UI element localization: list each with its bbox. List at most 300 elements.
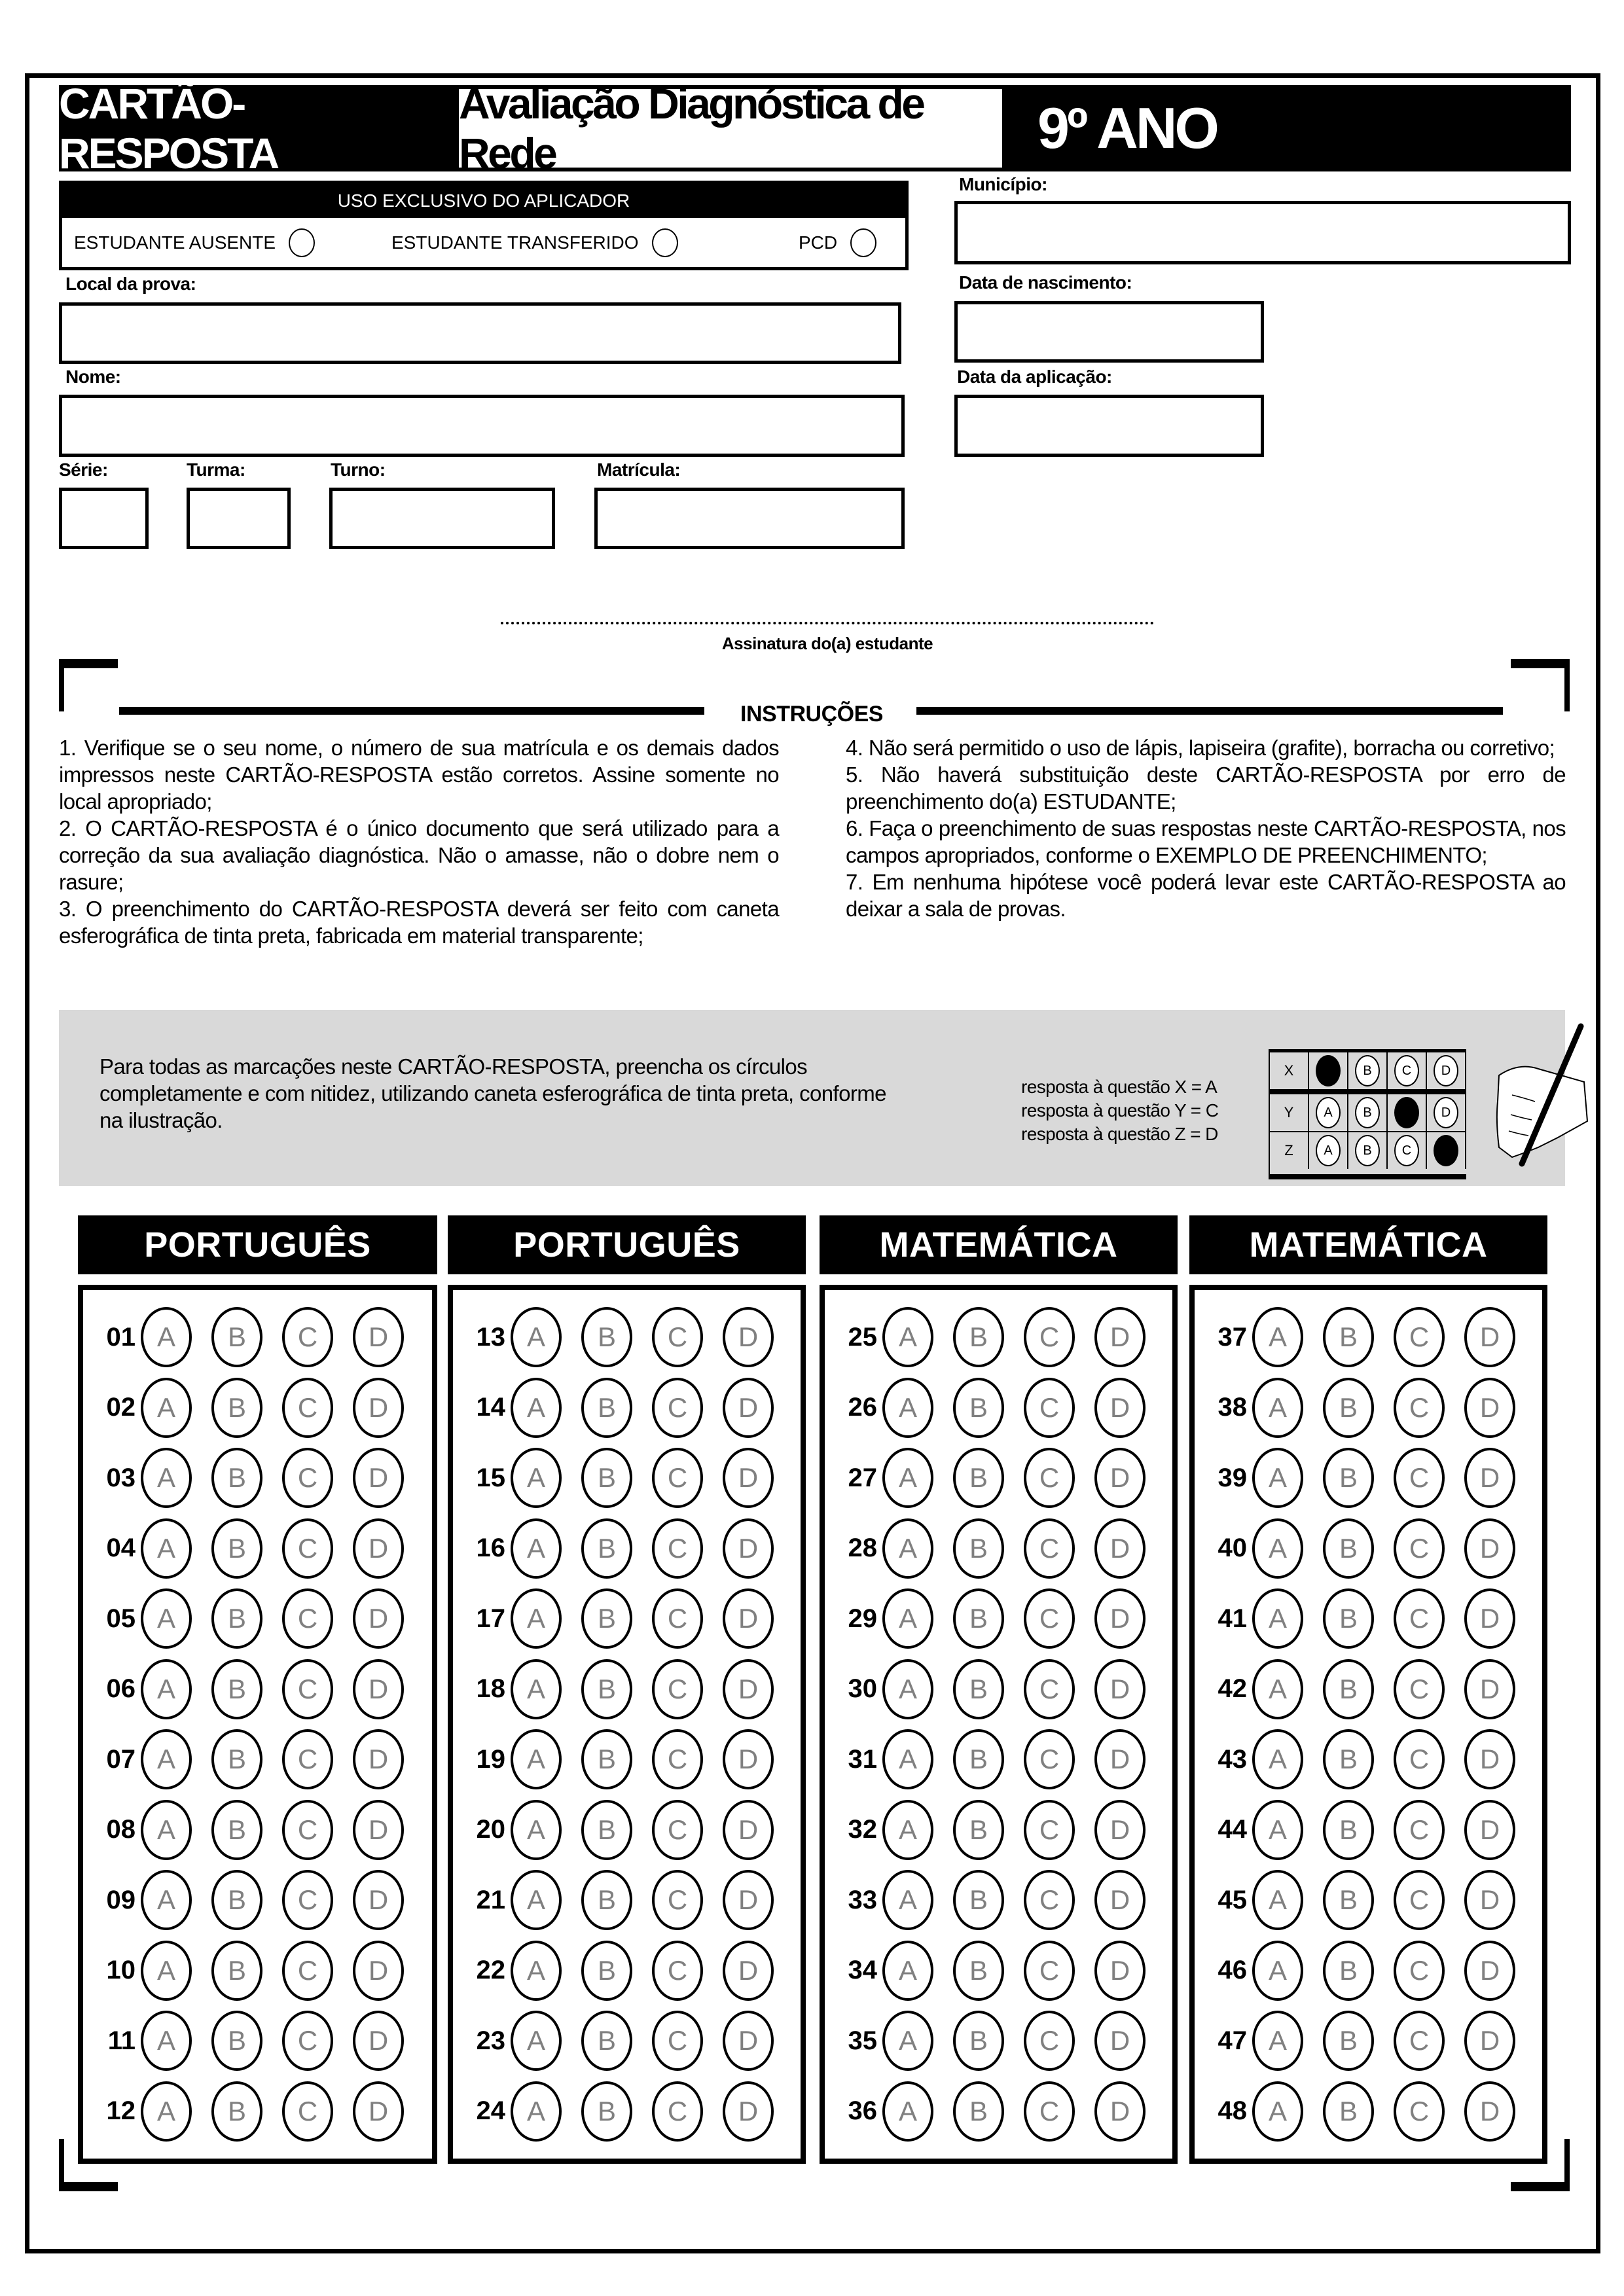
- answer-bubble-a[interactable]: A: [511, 1378, 562, 1438]
- bubble: A: [1316, 1097, 1341, 1128]
- answer-bubble-a[interactable]: A: [511, 1588, 562, 1649]
- answer-bubble-d[interactable]: D: [1094, 1659, 1146, 1719]
- answer-bubble-d[interactable]: D: [353, 1941, 404, 2001]
- answer-bubble-d[interactable]: D: [1094, 1729, 1146, 1789]
- answer-bubble-a[interactable]: A: [511, 1870, 562, 1930]
- answer-bubble-a[interactable]: A: [511, 1448, 562, 1508]
- answer-bubble-c[interactable]: C: [282, 1659, 333, 1719]
- answer-bubble-a[interactable]: A: [1252, 1729, 1303, 1789]
- answer-bubble-d[interactable]: D: [1094, 1870, 1146, 1930]
- question-number: 46: [1218, 1956, 1247, 1984]
- answer-bubble-c[interactable]: C: [1024, 1870, 1075, 1930]
- answer-bubble-d[interactable]: D: [1464, 1518, 1515, 1579]
- answer-bubble-c[interactable]: C: [1394, 1870, 1445, 1930]
- answer-bubble-d[interactable]: D: [723, 1800, 774, 1860]
- answer-bubble-a[interactable]: A: [1252, 1588, 1303, 1649]
- answer-bubble-c[interactable]: C: [652, 2011, 703, 2071]
- answer-bubble-c[interactable]: C: [1024, 1659, 1075, 1719]
- answer-bubble-b[interactable]: B: [953, 1800, 1004, 1860]
- answer-bubble-a[interactable]: A: [882, 1588, 933, 1649]
- example-row-x: [1270, 1052, 1466, 1094]
- answer-bubble-a[interactable]: A: [882, 1800, 933, 1860]
- question-number: 18: [476, 1674, 505, 1703]
- example-grid: [1269, 1049, 1466, 1179]
- answer-bubble-b[interactable]: B: [211, 1800, 262, 1860]
- question-number: 10: [106, 1956, 135, 1984]
- answer-bubble-a[interactable]: A: [1252, 1659, 1303, 1719]
- filling-example-panel: [59, 1010, 1565, 1186]
- answer-bubble-b[interactable]: B: [211, 1518, 262, 1579]
- answer-bubble-a[interactable]: A: [511, 2081, 562, 2142]
- answer-bubble-d[interactable]: D: [353, 2081, 404, 2142]
- answer-bubble-b[interactable]: B: [1323, 1729, 1374, 1789]
- option-estudante-ausente[interactable]: [74, 228, 315, 257]
- answer-bubble-a[interactable]: A: [882, 1448, 933, 1508]
- row-label: Y: [1270, 1094, 1309, 1131]
- answer-bubble-b[interactable]: B: [953, 1659, 1004, 1719]
- answer-bubble-d[interactable]: D: [723, 2081, 774, 2142]
- answer-bubble-d[interactable]: D: [1094, 1307, 1146, 1367]
- answer-bubble-c[interactable]: C: [1024, 1729, 1075, 1789]
- answer-bubble-b[interactable]: B: [581, 1800, 632, 1860]
- answer-bubble-b[interactable]: B: [581, 1448, 632, 1508]
- question-row: [825, 1516, 1172, 1581]
- answer-bubble-d[interactable]: D: [1094, 1448, 1146, 1508]
- answer-bubble-d[interactable]: D: [1464, 2011, 1515, 2071]
- question-number: 07: [106, 1744, 135, 1774]
- section-header: PORTUGUÊS: [448, 1215, 806, 1274]
- answer-bubble-d[interactable]: D: [1464, 2081, 1515, 2142]
- answer-bubble-a[interactable]: A: [141, 1659, 192, 1719]
- data-nascimento-field[interactable]: [954, 301, 1264, 363]
- row-label: X: [1270, 1052, 1309, 1089]
- answer-bubble-b[interactable]: B: [1323, 1659, 1374, 1719]
- question-row: [453, 1797, 801, 1863]
- answer-bubble-b[interactable]: B: [953, 2081, 1004, 2142]
- answer-bubble-a[interactable]: A: [141, 1378, 192, 1438]
- answer-bubble-b[interactable]: B: [211, 2081, 262, 2142]
- answer-bubble-d[interactable]: D: [1464, 1729, 1515, 1789]
- question-number: 17: [476, 1604, 505, 1633]
- answer-bubble-b[interactable]: B: [211, 1729, 262, 1789]
- question-number: 23: [476, 2026, 505, 2055]
- answer-bubble-b[interactable]: B: [581, 1588, 632, 1649]
- answer-bubble-a[interactable]: A: [511, 1307, 562, 1367]
- instruction-item: 6. Faça o preenchimento de suas respostas neste CARTÃO-RESPOSTA, nos campos apropriados, conforme o EXEMPLO DE PREENCHIMENTO;: [846, 816, 1566, 867]
- answer-bubble-b[interactable]: B: [1323, 1518, 1374, 1579]
- answer-bubble-a[interactable]: A: [511, 1729, 562, 1789]
- question-number: 43: [1218, 1744, 1247, 1774]
- answer-bubble-d[interactable]: D: [353, 1378, 404, 1438]
- answer-bubble-b[interactable]: B: [211, 1448, 262, 1508]
- answer-bubble-d[interactable]: D: [353, 1588, 404, 1649]
- answer-bubble-d[interactable]: D: [1094, 1588, 1146, 1649]
- question-number: 19: [476, 1744, 505, 1774]
- answer-bubble-d[interactable]: D: [723, 1941, 774, 2001]
- bubble: B: [1355, 1135, 1380, 1166]
- question-row: [1195, 2008, 1542, 2073]
- answer-bubble-a[interactable]: A: [882, 1659, 933, 1719]
- answer-bubble-b[interactable]: B: [211, 1659, 262, 1719]
- section-header: MATEMÁTICA: [1189, 1215, 1547, 1274]
- question-row: [1195, 1586, 1542, 1651]
- answer-bubble-d[interactable]: D: [723, 1729, 774, 1789]
- question-row: [453, 2008, 801, 2073]
- answer-bubble-c[interactable]: C: [282, 1588, 333, 1649]
- answer-bubble-d[interactable]: D: [353, 2011, 404, 2071]
- answer-bubble-a[interactable]: A: [1252, 1518, 1303, 1579]
- section-header: PORTUGUÊS: [78, 1215, 437, 1274]
- answer-bubble-b[interactable]: B: [1323, 1588, 1374, 1649]
- answer-bubble-c[interactable]: C: [652, 1800, 703, 1860]
- answer-bubble-a[interactable]: A: [511, 1518, 562, 1579]
- answer-bubble-c[interactable]: C: [282, 2081, 333, 2142]
- question-number: 28: [848, 1534, 877, 1562]
- answer-bubble-d[interactable]: D: [1464, 1870, 1515, 1930]
- answer-bubble-c[interactable]: C: [282, 2011, 333, 2071]
- answer-bubble-a[interactable]: A: [511, 1800, 562, 1860]
- question-row: [825, 1375, 1172, 1441]
- turma-label: Turma:: [187, 459, 245, 480]
- answer-bubble-d[interactable]: D: [353, 1800, 404, 1860]
- answer-bubble-b[interactable]: B: [581, 1307, 632, 1367]
- answer-bubble-a[interactable]: A: [882, 1518, 933, 1579]
- answer-bubble-c[interactable]: C: [1394, 2011, 1445, 2071]
- question-row: [1195, 1797, 1542, 1863]
- answer-bubble-b[interactable]: B: [953, 1729, 1004, 1789]
- answer-bubble-c[interactable]: C: [652, 2081, 703, 2142]
- question-row: [825, 1797, 1172, 1863]
- local-prova-field[interactable]: [59, 302, 901, 364]
- answer-bubble-c[interactable]: C: [282, 1448, 333, 1508]
- option-label: ESTUDANTE TRANSFERIDO: [391, 232, 639, 253]
- answer-bubble-b[interactable]: B: [211, 1941, 262, 2001]
- answer-bubble-b[interactable]: B: [211, 2011, 262, 2071]
- instructions-left-column: [59, 734, 779, 949]
- answer-bubble-d[interactable]: D: [723, 1870, 774, 1930]
- answer-bubble-a[interactable]: A: [511, 1941, 562, 2001]
- answer-bubble-b[interactable]: B: [1323, 1378, 1374, 1438]
- question-row: [453, 1375, 801, 1441]
- answer-bubble-b[interactable]: B: [953, 1378, 1004, 1438]
- answer-bubble-a[interactable]: A: [1252, 1307, 1303, 1367]
- radio-bubble[interactable]: [850, 228, 876, 257]
- answer-bubble-c[interactable]: C: [1394, 1518, 1445, 1579]
- answer-bubble-b[interactable]: B: [1323, 2081, 1374, 2142]
- hand-with-pen-icon: [1460, 1023, 1591, 1174]
- answer-bubble-b[interactable]: B: [581, 2081, 632, 2142]
- answer-bubble-a[interactable]: A: [882, 1729, 933, 1789]
- answer-bubble-a[interactable]: A: [141, 1518, 192, 1579]
- answer-bubble-a[interactable]: A: [1252, 1941, 1303, 2001]
- answer-bubble-a[interactable]: A: [882, 1870, 933, 1930]
- radio-bubble[interactable]: [289, 228, 315, 257]
- instruction-item: 7. Em nenhuma hipótese você poderá levar este CARTÃO-RESPOSTA ao deixar a sala de provas.: [846, 870, 1566, 921]
- filled-bubble: [1394, 1097, 1419, 1128]
- answer-bubble-c[interactable]: C: [282, 1518, 333, 1579]
- answer-bubble-c[interactable]: C: [652, 1448, 703, 1508]
- row-label: Z: [1270, 1132, 1309, 1169]
- answer-bubble-a[interactable]: A: [141, 1729, 192, 1789]
- turno-field[interactable]: [329, 488, 555, 549]
- answer-bubble-d[interactable]: D: [1464, 1307, 1515, 1367]
- question-row: [1195, 1445, 1542, 1511]
- question-row: [825, 1586, 1172, 1651]
- answer-bubble-a[interactable]: A: [141, 1870, 192, 1930]
- answer-bubble-b[interactable]: B: [211, 1378, 262, 1438]
- question-number: 11: [107, 2026, 135, 2055]
- answer-bubble-c[interactable]: C: [1024, 1941, 1075, 2001]
- answer-bubble-d[interactable]: D: [1464, 1941, 1515, 2001]
- question-row: [453, 1586, 801, 1651]
- answer-bubble-c[interactable]: C: [652, 1307, 703, 1367]
- answer-bubble-d[interactable]: D: [723, 2011, 774, 2071]
- answer-bubble-c[interactable]: C: [652, 1378, 703, 1438]
- question-number: 34: [848, 1956, 877, 1984]
- assessment-title: Avaliação Diagnóstica de Rede: [455, 85, 1006, 171]
- answer-bubble-c[interactable]: C: [1394, 1588, 1445, 1649]
- question-number: 30: [848, 1674, 877, 1703]
- answer-bubble-c[interactable]: C: [1024, 1800, 1075, 1860]
- question-number: 02: [106, 1393, 135, 1422]
- answer-bubble-c[interactable]: C: [1024, 1448, 1075, 1508]
- answer-bubble-a[interactable]: A: [882, 2081, 933, 2142]
- answer-bubble-a[interactable]: A: [141, 2081, 192, 2142]
- answer-bubble-d[interactable]: D: [1464, 1378, 1515, 1438]
- answer-bubble-d[interactable]: D: [723, 1659, 774, 1719]
- answer-bubble-d[interactable]: D: [1094, 2081, 1146, 2142]
- question-number: 37: [1218, 1322, 1247, 1352]
- serie-field[interactable]: [59, 488, 149, 549]
- answer-bubble-d[interactable]: D: [1094, 1518, 1146, 1579]
- answer-bubble-d[interactable]: D: [353, 1307, 404, 1367]
- question-number: 03: [106, 1463, 135, 1492]
- bubble: C: [1394, 1055, 1419, 1086]
- question-row: [825, 1304, 1172, 1370]
- section-header: MATEMÁTICA: [820, 1215, 1178, 1274]
- answer-bubble-a[interactable]: A: [141, 1307, 192, 1367]
- question-number: 15: [476, 1463, 505, 1492]
- municipio-field[interactable]: [954, 201, 1571, 264]
- question-number: 27: [848, 1463, 877, 1492]
- answer-bubble-d[interactable]: D: [723, 1307, 774, 1367]
- answer-bubble-b[interactable]: B: [581, 1659, 632, 1719]
- question-number: 32: [848, 1815, 877, 1844]
- question-row: [453, 2079, 801, 2144]
- answer-bubble-c[interactable]: C: [282, 1307, 333, 1367]
- answer-bubble-d[interactable]: D: [1094, 1378, 1146, 1438]
- answer-bubble-c[interactable]: C: [1394, 2081, 1445, 2142]
- question-number: 42: [1218, 1674, 1247, 1703]
- answer-bubble-a[interactable]: A: [141, 2011, 192, 2071]
- answer-bubble-c[interactable]: C: [1394, 1448, 1445, 1508]
- answer-bubble-b[interactable]: B: [1323, 2011, 1374, 2071]
- answer-bubble-b[interactable]: B: [211, 1588, 262, 1649]
- matricula-label: Matrícula:: [597, 459, 681, 480]
- answer-bubble-c[interactable]: C: [1394, 1378, 1445, 1438]
- instructions-rule-left: [119, 707, 704, 715]
- question-row: [825, 1867, 1172, 1933]
- question-number: 06: [106, 1674, 135, 1703]
- answer-bubble-b[interactable]: B: [1323, 1448, 1374, 1508]
- answer-bubble-c[interactable]: C: [282, 1729, 333, 1789]
- instruction-item: 2. O CARTÃO-RESPOSTA é o único documento que será utilizado para a correção da sua avaliação diagnóstica. Não o amasse, não o dobre nem o rasure;: [59, 816, 779, 894]
- answer-bubble-b[interactable]: B: [581, 1870, 632, 1930]
- answer-bubble-c[interactable]: C: [1394, 1800, 1445, 1860]
- answer-bubble-d[interactable]: D: [723, 1588, 774, 1649]
- answer-bubble-b[interactable]: B: [211, 1870, 262, 1930]
- answer-bubble-b[interactable]: B: [211, 1307, 262, 1367]
- answer-bubble-a[interactable]: A: [511, 1659, 562, 1719]
- answer-bubble-d[interactable]: D: [1464, 1448, 1515, 1508]
- answer-bubble-a[interactable]: A: [141, 1448, 192, 1508]
- nome-label: Nome:: [65, 367, 121, 387]
- matricula-field[interactable]: [594, 488, 905, 549]
- option-label: ESTUDANTE AUSENTE: [74, 232, 276, 253]
- answer-bubble-b[interactable]: B: [581, 1378, 632, 1438]
- answer-bubble-d[interactable]: D: [353, 1448, 404, 1508]
- answer-bubble-c[interactable]: C: [1394, 1659, 1445, 1719]
- question-number: 25: [848, 1322, 877, 1352]
- answer-bubble-b[interactable]: B: [953, 1307, 1004, 1367]
- answer-bubble-c[interactable]: C: [1394, 1729, 1445, 1789]
- question-row: [83, 1516, 432, 1581]
- question-row: [825, 1445, 1172, 1511]
- question-row: [1195, 1516, 1542, 1581]
- answer-bubble-b[interactable]: B: [581, 1518, 632, 1579]
- instructions-rule-right: [916, 707, 1503, 715]
- applicator-title: USO EXCLUSIVO DO APLICADOR: [62, 184, 905, 218]
- answer-bubble-b[interactable]: B: [581, 1941, 632, 2001]
- answer-bubble-d[interactable]: D: [1094, 1941, 1146, 2001]
- answer-bubble-a[interactable]: A: [141, 1800, 192, 1860]
- answer-bubble-b[interactable]: B: [953, 1448, 1004, 1508]
- answer-bubble-a[interactable]: A: [882, 1307, 933, 1367]
- answer-bubble-c[interactable]: C: [1024, 2011, 1075, 2071]
- answer-bubble-c[interactable]: C: [282, 1800, 333, 1860]
- answer-bubble-b[interactable]: B: [953, 2011, 1004, 2071]
- answer-bubble-d[interactable]: D: [1464, 1800, 1515, 1860]
- question-row: [83, 1445, 432, 1511]
- answer-bubble-d[interactable]: D: [353, 1659, 404, 1719]
- answer-bubble-d[interactable]: D: [353, 1870, 404, 1930]
- answer-bubble-b[interactable]: B: [953, 1588, 1004, 1649]
- answer-bubble-a[interactable]: A: [882, 1378, 933, 1438]
- question-row: [83, 1938, 432, 2003]
- option-pcd[interactable]: [799, 228, 876, 257]
- radio-bubble[interactable]: [652, 228, 678, 257]
- answer-bubble-c[interactable]: C: [652, 1941, 703, 2001]
- answer-bubble-c[interactable]: C: [1394, 1941, 1445, 2001]
- answer-bubble-c[interactable]: C: [282, 1870, 333, 1930]
- answer-bubble-d[interactable]: D: [1464, 1659, 1515, 1719]
- answer-bubble-c[interactable]: C: [652, 1518, 703, 1579]
- answer-bubble-a[interactable]: A: [1252, 1870, 1303, 1930]
- answer-bubble-a[interactable]: A: [1252, 2011, 1303, 2071]
- answer-column: [820, 1285, 1178, 2164]
- answer-bubble-c[interactable]: C: [652, 1729, 703, 1789]
- answer-bubble-c[interactable]: C: [1024, 1588, 1075, 1649]
- question-number: 05: [106, 1604, 135, 1633]
- answer-bubble-d[interactable]: D: [723, 1448, 774, 1508]
- answer-bubble-a[interactable]: A: [882, 1941, 933, 2001]
- answer-bubble-b[interactable]: B: [953, 1518, 1004, 1579]
- answer-bubble-a[interactable]: A: [141, 1941, 192, 2001]
- answer-bubble-b[interactable]: B: [1323, 1307, 1374, 1367]
- question-number: 12: [106, 2096, 135, 2125]
- turma-field[interactable]: [187, 488, 291, 549]
- question-row: [1195, 1867, 1542, 1933]
- question-row: [453, 1304, 801, 1370]
- example-row-z: [1270, 1132, 1466, 1169]
- question-number: 41: [1218, 1604, 1247, 1633]
- applicator-panel: [59, 181, 909, 270]
- nome-field[interactable]: [59, 395, 905, 457]
- question-number: 48: [1218, 2096, 1247, 2125]
- answer-bubble-c[interactable]: C: [282, 1378, 333, 1438]
- answer-bubble-b[interactable]: B: [953, 1941, 1004, 2001]
- question-number: 45: [1218, 1885, 1247, 1914]
- answer-bubble-b[interactable]: B: [1323, 1800, 1374, 1860]
- question-row: [1195, 2079, 1542, 2144]
- answer-bubble-d[interactable]: D: [353, 1518, 404, 1579]
- question-row: [1195, 1657, 1542, 1722]
- instruction-item: 4. Não será permitido o uso de lápis, lapiseira (grafite), borracha ou corretivo;: [846, 736, 1555, 760]
- grade-label: 9º ANO: [1006, 85, 1571, 171]
- answer-bubble-a[interactable]: A: [1252, 1800, 1303, 1860]
- answer-bubble-a[interactable]: A: [1252, 2081, 1303, 2142]
- answer-bubble-b[interactable]: B: [581, 2011, 632, 2071]
- answer-bubble-c[interactable]: C: [652, 1870, 703, 1930]
- answer-bubble-d[interactable]: D: [723, 1378, 774, 1438]
- answer-bubble-d[interactable]: D: [1094, 1800, 1146, 1860]
- answer-column: [78, 1285, 437, 2164]
- answer-bubble-d[interactable]: D: [353, 1729, 404, 1789]
- option-estudante-transferido[interactable]: [391, 228, 678, 257]
- answer-bubble-a[interactable]: A: [511, 2011, 562, 2071]
- answer-bubble-d[interactable]: D: [723, 1518, 774, 1579]
- card-title: CARTÃO-RESPOSTA: [59, 85, 455, 171]
- answer-bubble-c[interactable]: C: [1024, 1307, 1075, 1367]
- answer-bubble-c[interactable]: C: [1024, 1378, 1075, 1438]
- example-row-y: [1270, 1094, 1466, 1132]
- answer-bubble-b[interactable]: B: [1323, 1870, 1374, 1930]
- question-row: [453, 1938, 801, 2003]
- filled-bubble: [1316, 1055, 1341, 1086]
- instructions-title: INSTRUÇÕES: [740, 702, 883, 726]
- answer-bubble-c[interactable]: C: [652, 1588, 703, 1649]
- answer-bubble-b[interactable]: B: [581, 1729, 632, 1789]
- answer-bubble-d[interactable]: D: [1094, 2011, 1146, 2071]
- question-row: [83, 1586, 432, 1651]
- answer-bubble-a[interactable]: A: [882, 2011, 933, 2071]
- answer-bubble-b[interactable]: B: [1323, 1941, 1374, 2001]
- answer-bubble-a[interactable]: A: [141, 1588, 192, 1649]
- answer-bubble-c[interactable]: C: [1394, 1307, 1445, 1367]
- question-number: 38: [1218, 1393, 1247, 1422]
- answer-bubble-c[interactable]: C: [652, 1659, 703, 1719]
- data-aplicacao-field[interactable]: [954, 395, 1264, 457]
- answer-bubble-c[interactable]: C: [1024, 2081, 1075, 2142]
- answer-bubble-d[interactable]: D: [1464, 1588, 1515, 1649]
- question-row: [83, 1727, 432, 1792]
- signature-line[interactable]: [501, 622, 1154, 624]
- answer-bubble-a[interactable]: A: [1252, 1448, 1303, 1508]
- answer-bubble-a[interactable]: A: [1252, 1378, 1303, 1438]
- answer-bubble-c[interactable]: C: [1024, 1518, 1075, 1579]
- answer-bubble-c[interactable]: C: [282, 1941, 333, 2001]
- answer-bubble-b[interactable]: B: [953, 1870, 1004, 1930]
